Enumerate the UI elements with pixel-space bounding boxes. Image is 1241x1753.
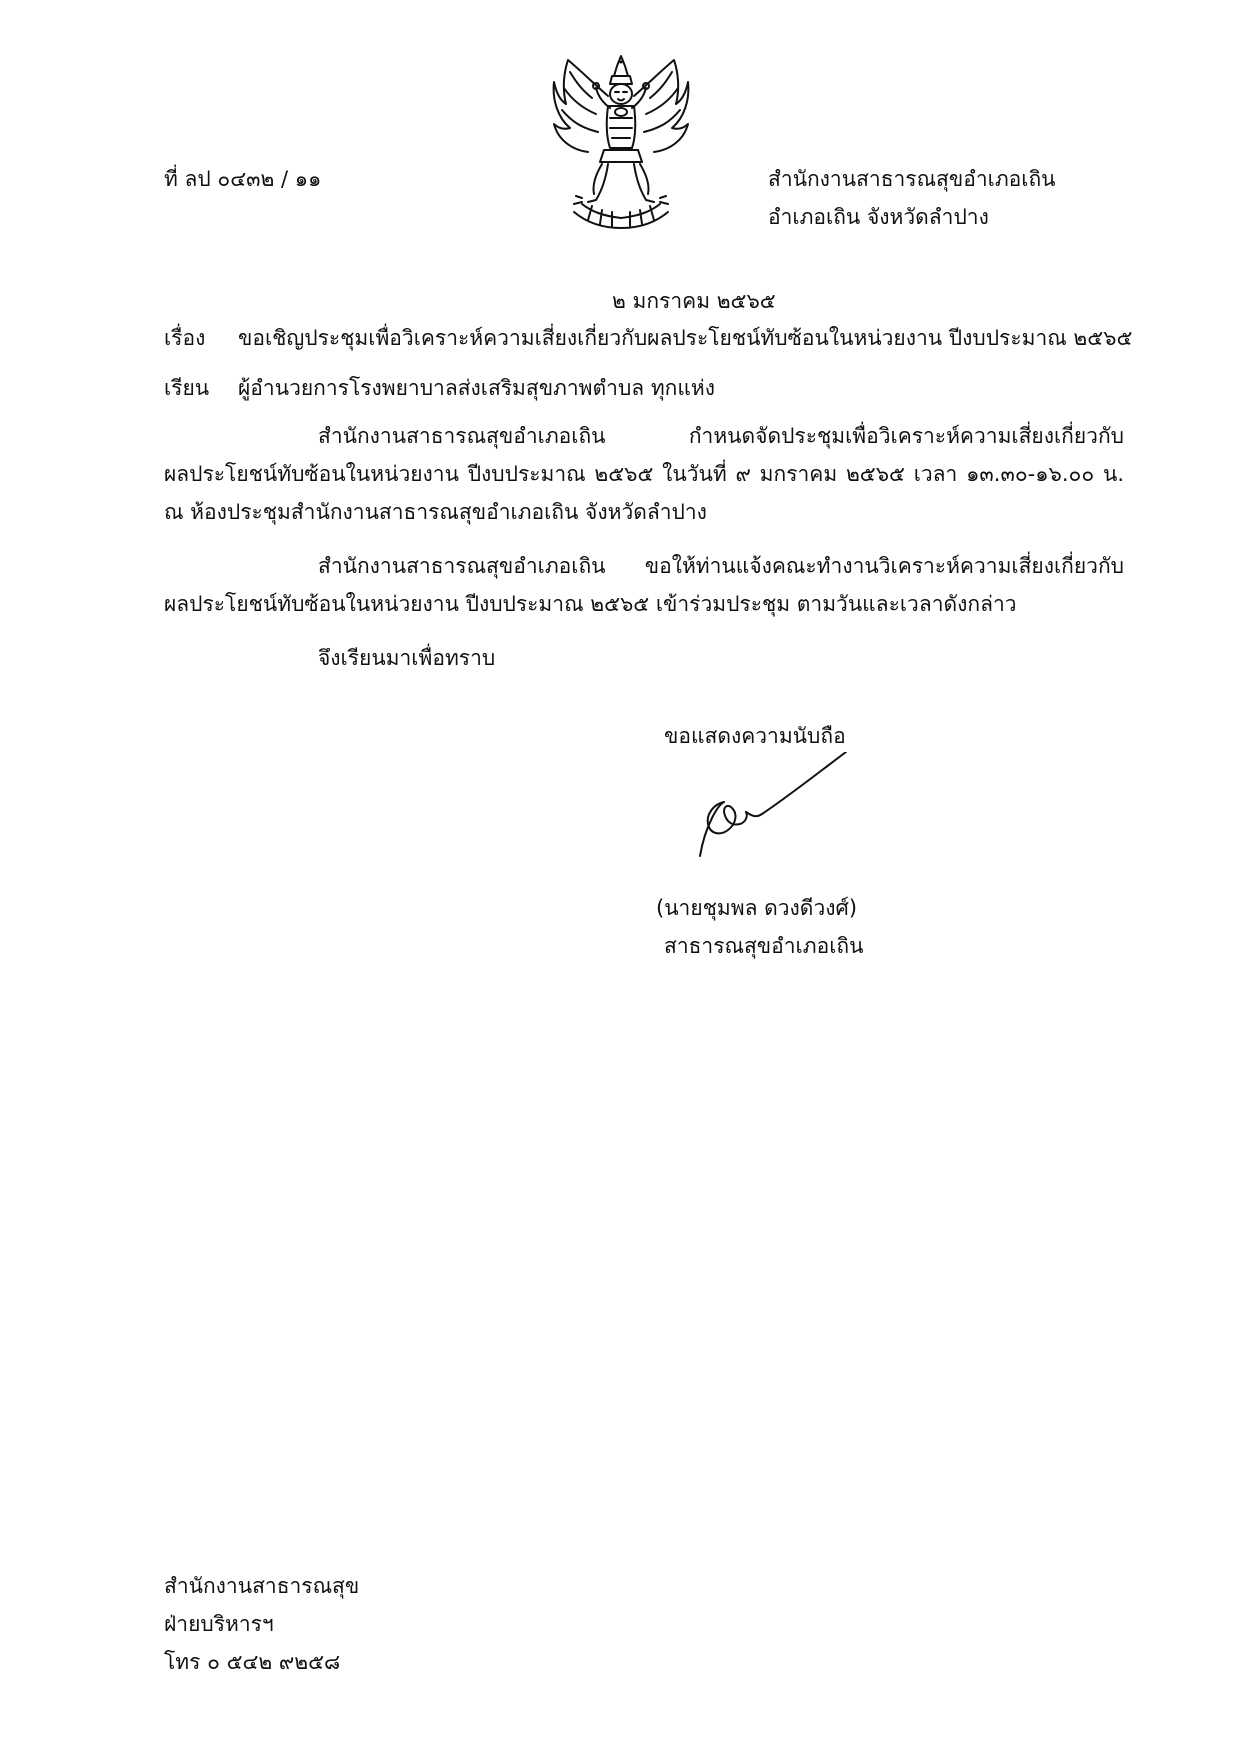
garuda-emblem-icon bbox=[552, 52, 690, 230]
signatory-position: สาธารณสุขอำเภอเถิน bbox=[664, 934, 864, 958]
paragraph-2-line-1: สำนักงานสาธารณสุขอำเภอเถิน ขอให้ท่านแจ้งคณะทำงานวิเคราะห์ความเสี่ยงเกี่ยวกับ bbox=[318, 554, 1124, 578]
handwritten-signature bbox=[690, 752, 850, 862]
footer-office: สำนักงานสาธารณสุข bbox=[164, 1574, 360, 1598]
paragraph-1-line-2: ผลประโยชน์ทับซ้อนในหน่วยงาน ปีงบประมาณ ๒๕๖๕ ในวันที่ ๙ มกราคม ๒๕๖๕ เวลา ๑๓.๓๐-๑๖.๐๐ น. bbox=[164, 462, 1124, 486]
paragraph-2-line-2: ผลประโยชน์ทับซ้อนในหน่วยงาน ปีงบประมาณ ๒๕๖๕ เข้าร่วมประชุม ตามวันและเวลาดังกล่าว bbox=[164, 592, 1017, 616]
courtesy-closing: ขอแสดงความนับถือ bbox=[664, 724, 846, 748]
paragraph-1-line-1: สำนักงานสาธารณสุขอำเภอเถิน กำหนดจัดประชุมเพื่อวิเคราะห์ความเสี่ยงเกี่ยวกับ bbox=[318, 424, 1124, 448]
office-address: อำเภอเถิน จังหวัดลำปาง bbox=[768, 205, 989, 229]
footer-phone: โทร ๐ ๕๔๒ ๙๒๕๘ bbox=[164, 1650, 341, 1674]
paragraph-1-line-3: ณ ห้องประชุมสำนักงานสาธารณสุขอำเภอเถิน จังหวัดลำปาง bbox=[164, 500, 707, 524]
recipient-label: เรียน bbox=[164, 376, 210, 400]
document-date: ๒ มกราคม ๒๕๖๕ bbox=[612, 289, 776, 313]
signatory-name: (นายชุมพล ดวงดีวงศ์) bbox=[656, 896, 858, 920]
reference-number: ที่ ลป ๐๔๓๒ / ๑๑ bbox=[164, 167, 322, 191]
subject-text: ขอเชิญประชุมเพื่อวิเคราะห์ความเสี่ยงเกี่ยวกับผลประโยชน์ทับซ้อนในหน่วยงาน ปีงบประมาณ ๒๕๖๕ bbox=[238, 326, 1133, 350]
closing-line: จึงเรียนมาเพื่อทราบ bbox=[318, 646, 496, 670]
subject-label: เรื่อง bbox=[164, 326, 206, 350]
recipient-text: ผู้อำนวยการโรงพยาบาลส่งเสริมสุขภาพตำบล ทุกแห่ง bbox=[238, 376, 716, 400]
footer-department: ฝ่ายบริหารฯ bbox=[164, 1612, 274, 1636]
office-name: สำนักงานสาธารณสุขอำเภอเถิน bbox=[768, 167, 1056, 191]
